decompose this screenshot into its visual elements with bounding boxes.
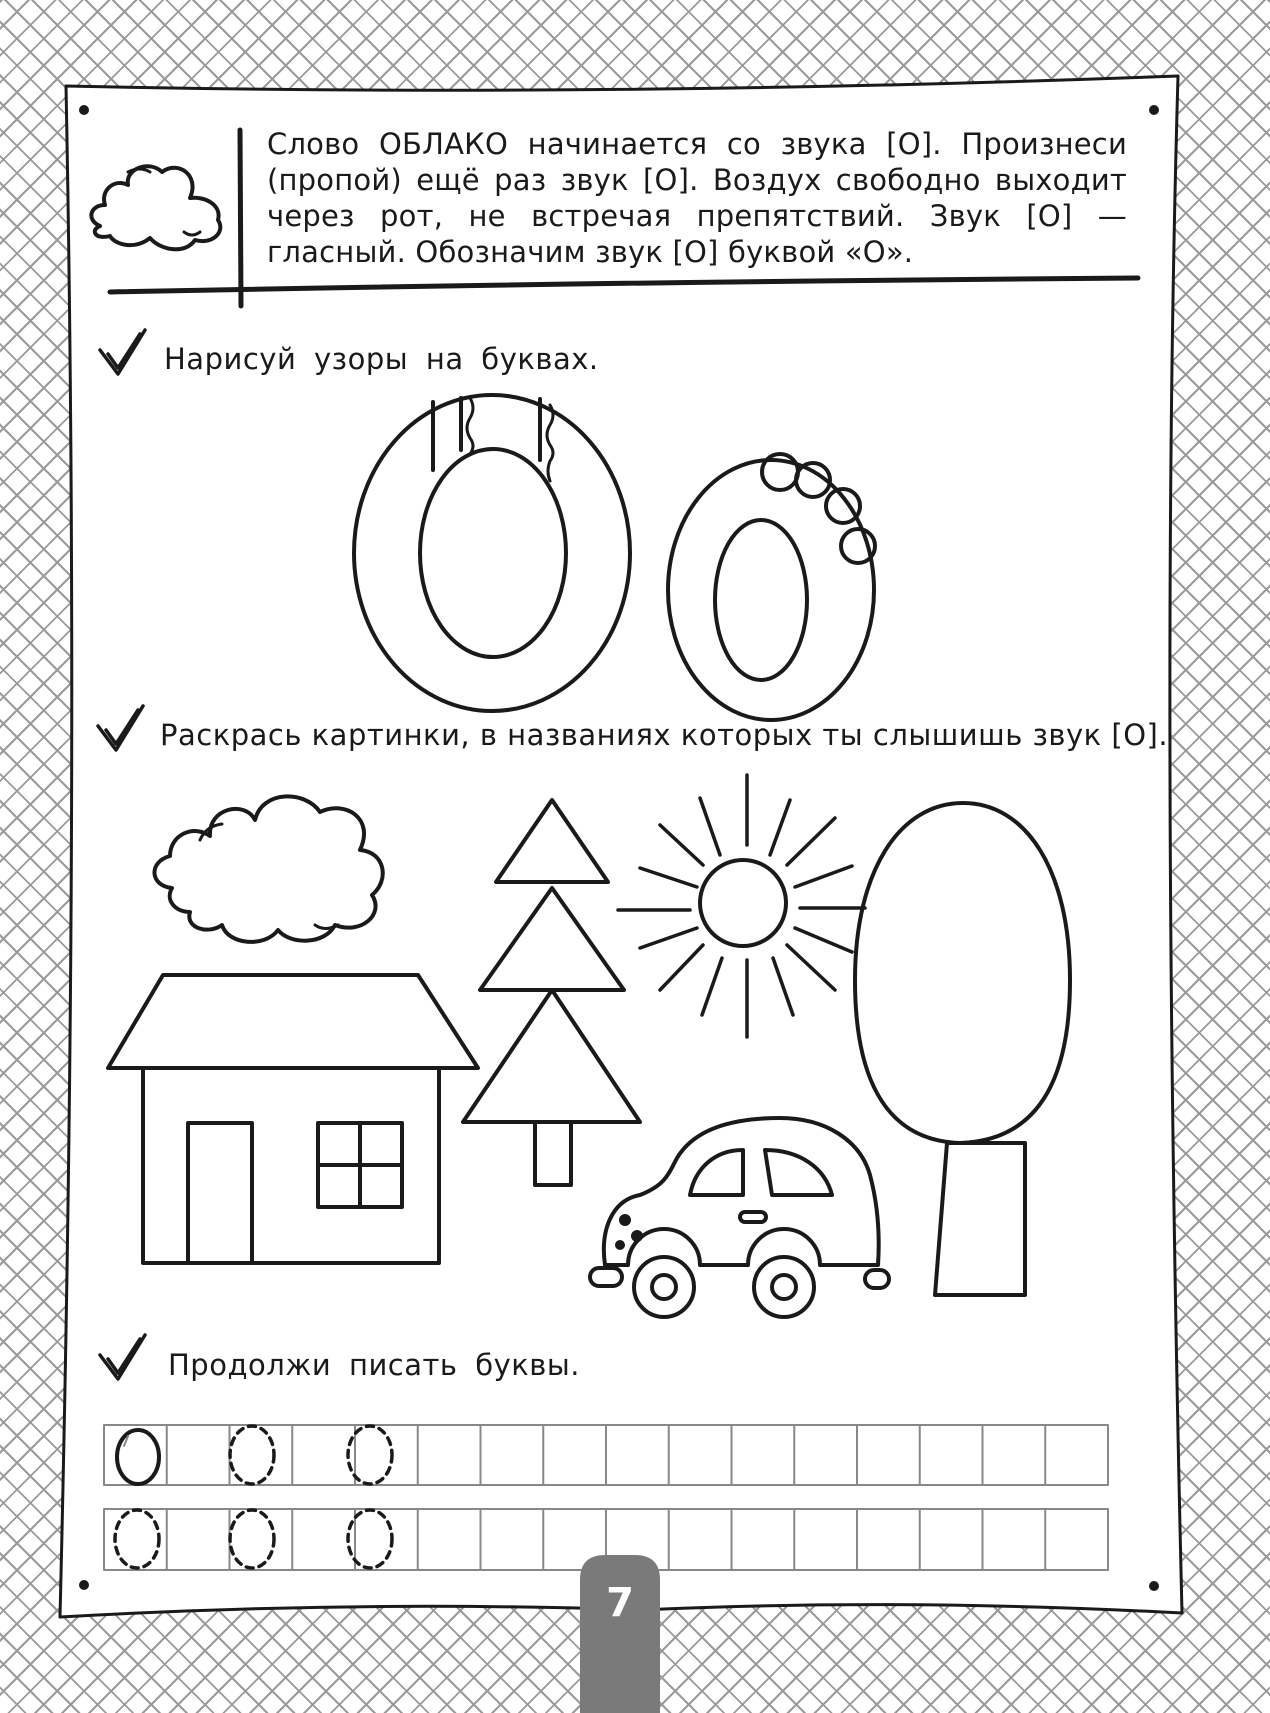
task-color-pictures: Раскрась картинки, в названиях которых ты слышишь звук [О].	[160, 718, 1169, 752]
task-continue-writing: Продолжи писать буквы.	[168, 1348, 580, 1382]
page-number-tab	[580, 1555, 660, 1713]
page-number: 7	[606, 1580, 634, 1626]
task-draw-patterns: Нарисуй узоры на буквах.	[164, 342, 599, 376]
intro-text: Слово ОБЛАКО начинается со звука [О]. Произнеси (пропой) ещё раз звук [О]. Воздух свободно выходит через рот, не встречая препятствий. Звук [О] — гласный. Обозначим звук [О] буквой «О».	[267, 127, 1127, 269]
header-vertical-divider	[240, 130, 241, 306]
paper-sheet	[60, 76, 1182, 1617]
